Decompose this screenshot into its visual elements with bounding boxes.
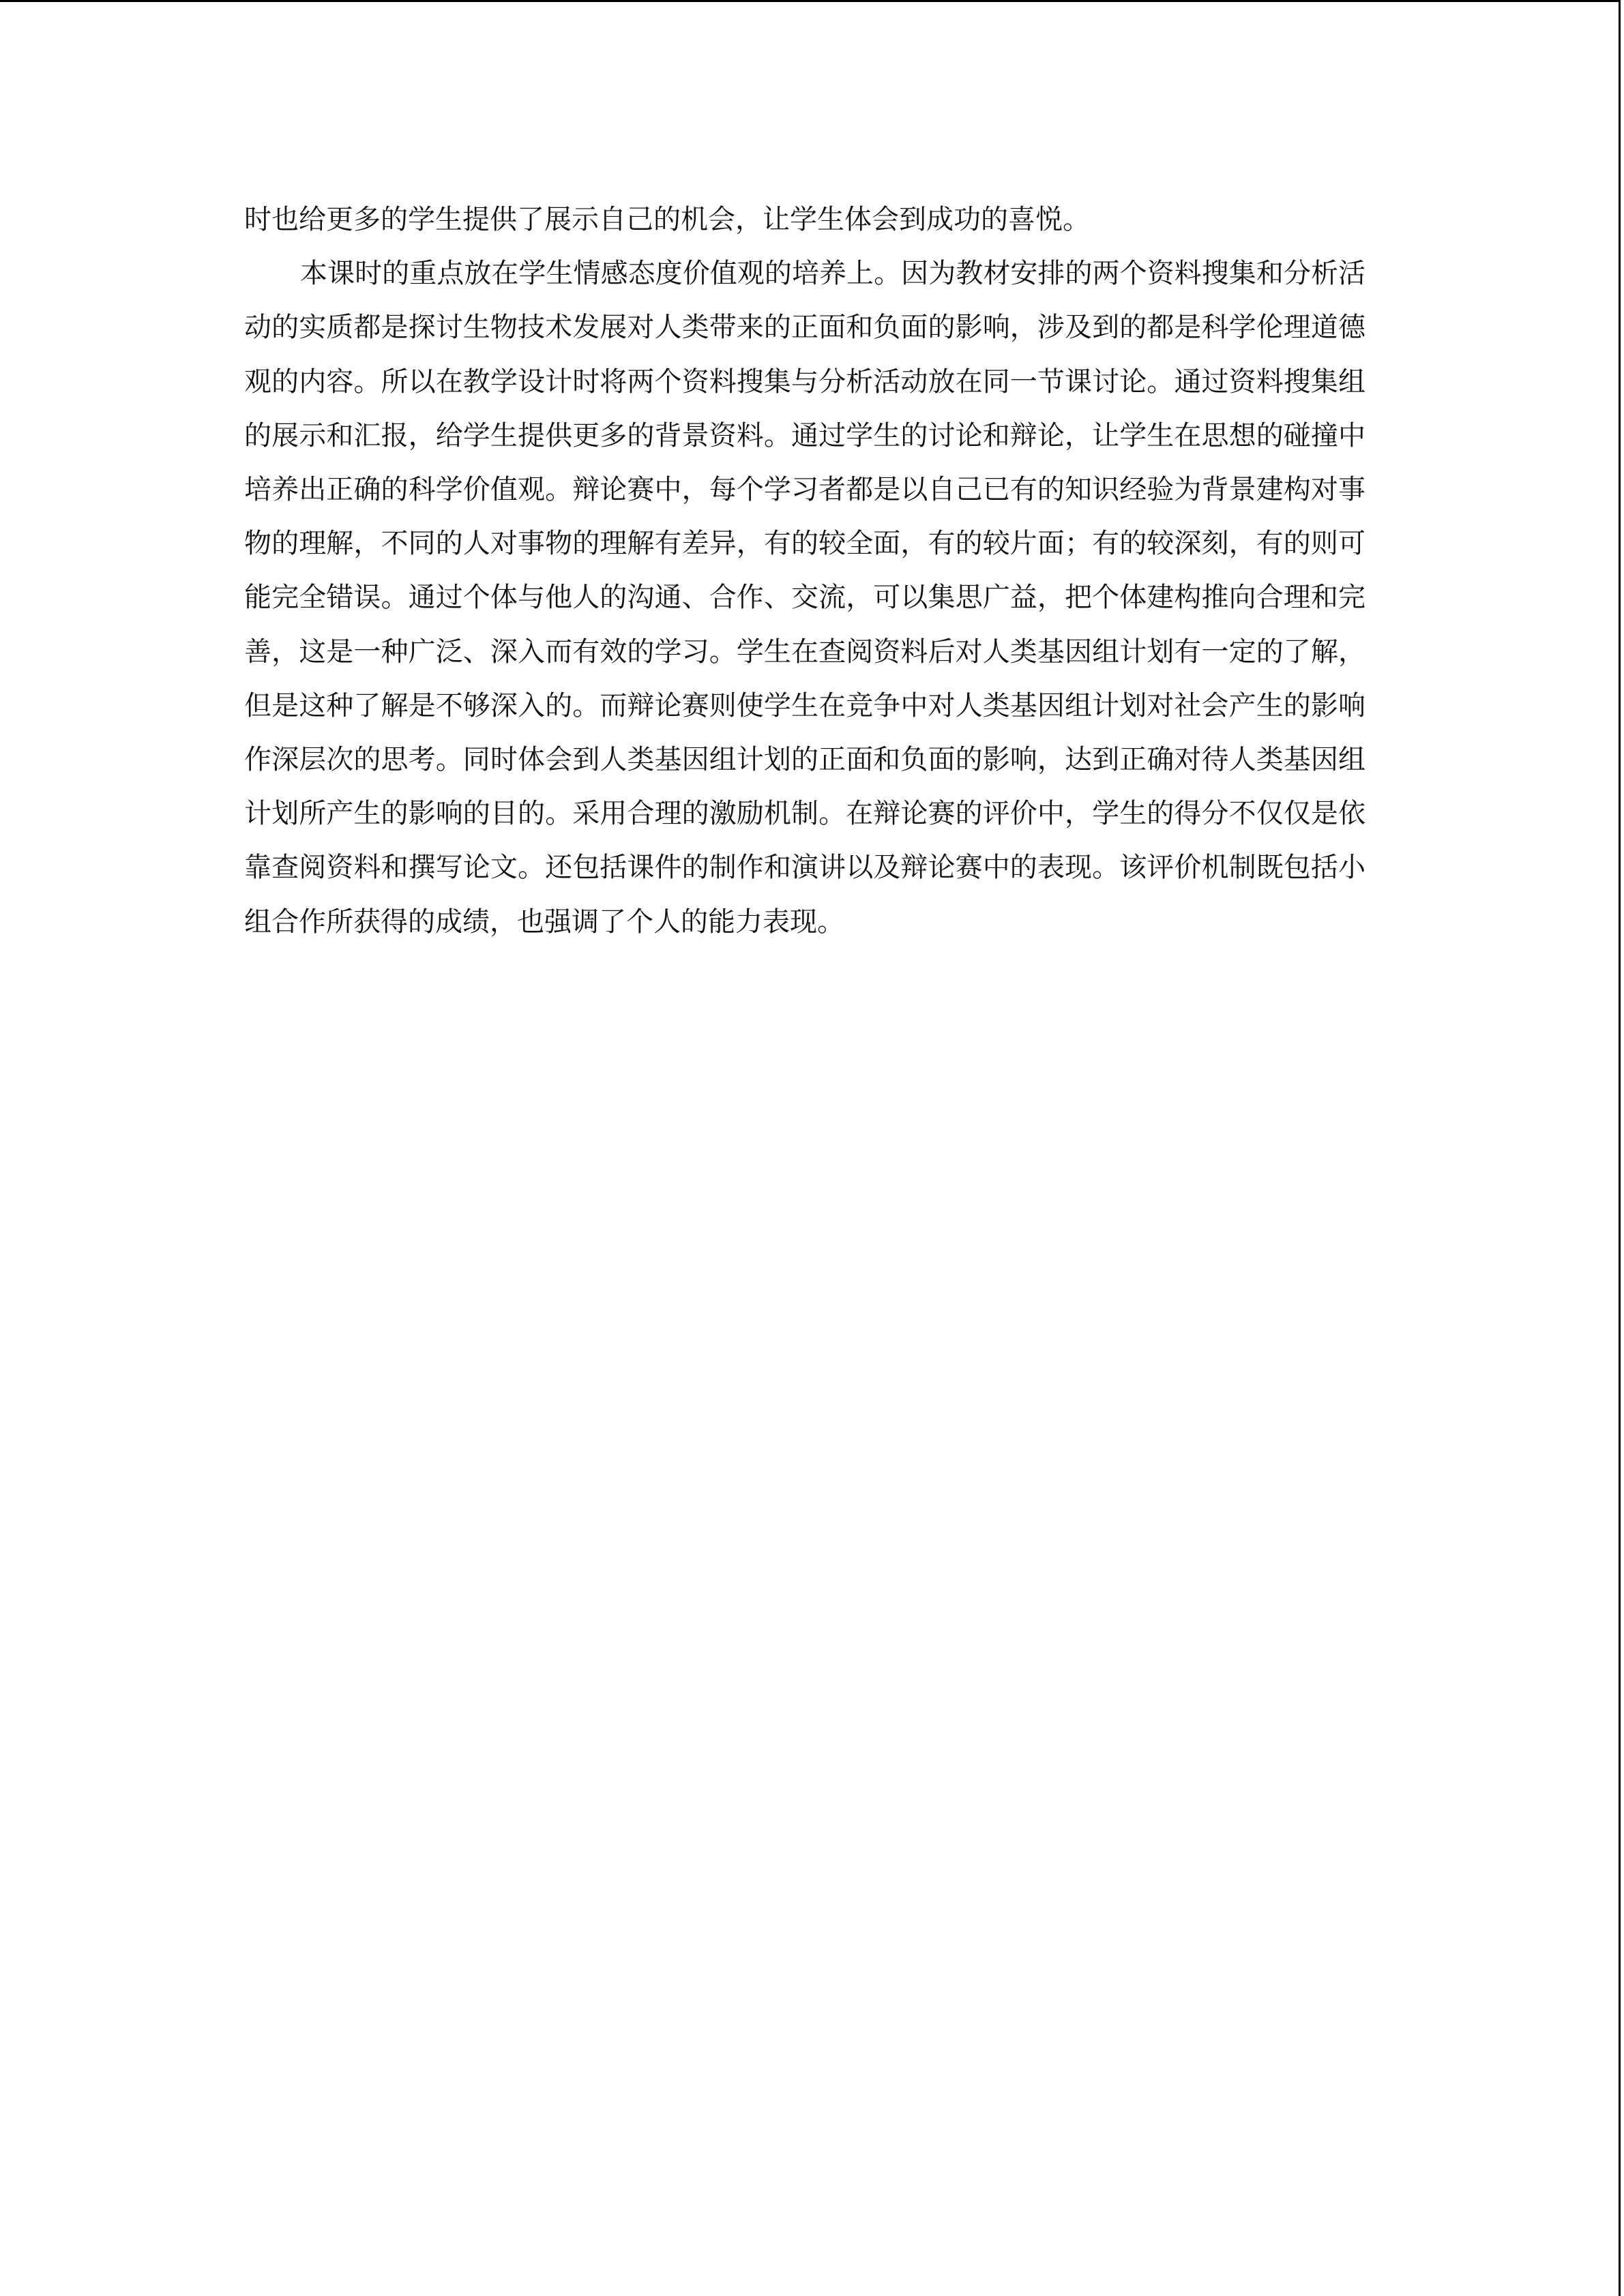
- paragraph-continuation: 时也给更多的学生提供了展示自己的机会，让学生体会到成功的喜悦。: [244, 204, 1090, 235]
- paragraph-main: 本课时的重点放在学生情感态度价值观的培养上。因为教材安排的两个资料搜集和分析活动的实质都是探讨生物技术发展对人类带来的正面和负面的影响，涉及到的都是科学伦理道德观的内容。所以在教学设计时将两个资料搜集与分析活动放在同一节课讨论。通过资料搜集组的展示和汇报，给学生提供更多的背景资料。通过学生的讨论和辩论，让学生在思想的碰撞中培养出正确的科学价值观。辩论赛中，每个学习者都是以自己已有的知识经验为背景建构对事物的理解，不同的人对事物的理解有差异，有的较全面，有的较片面；有的较深刻，有的则可能完全错误。通过个体与他人的沟通、合作、交流，可以集思广益，把个体建构推向合理和完善，这是一种广泛、深入而有效的学习。学生在查阅资料后对人类基因组计划有一定的了解，但是这种了解是不够深入的。而辩论赛则使学生在竞争中对人类基因组计划对社会产生的影响作深层次的思考。同时体会到人类基因组计划的正面和负面的影响，达到正确对待人类基因组计划所产生的影响的目的。采用合理的激励机制。在辩论赛的评价中，学生的得分不仅仅是依靠查阅资料和撰写论文。还包括课件的制作和演讲以及辩论赛中的表现。该评价机制既包括小组合作所获得的成绩，也强调了个人的能力表现。: [244, 258, 1365, 938]
- document-body: [244, 193, 1365, 949]
